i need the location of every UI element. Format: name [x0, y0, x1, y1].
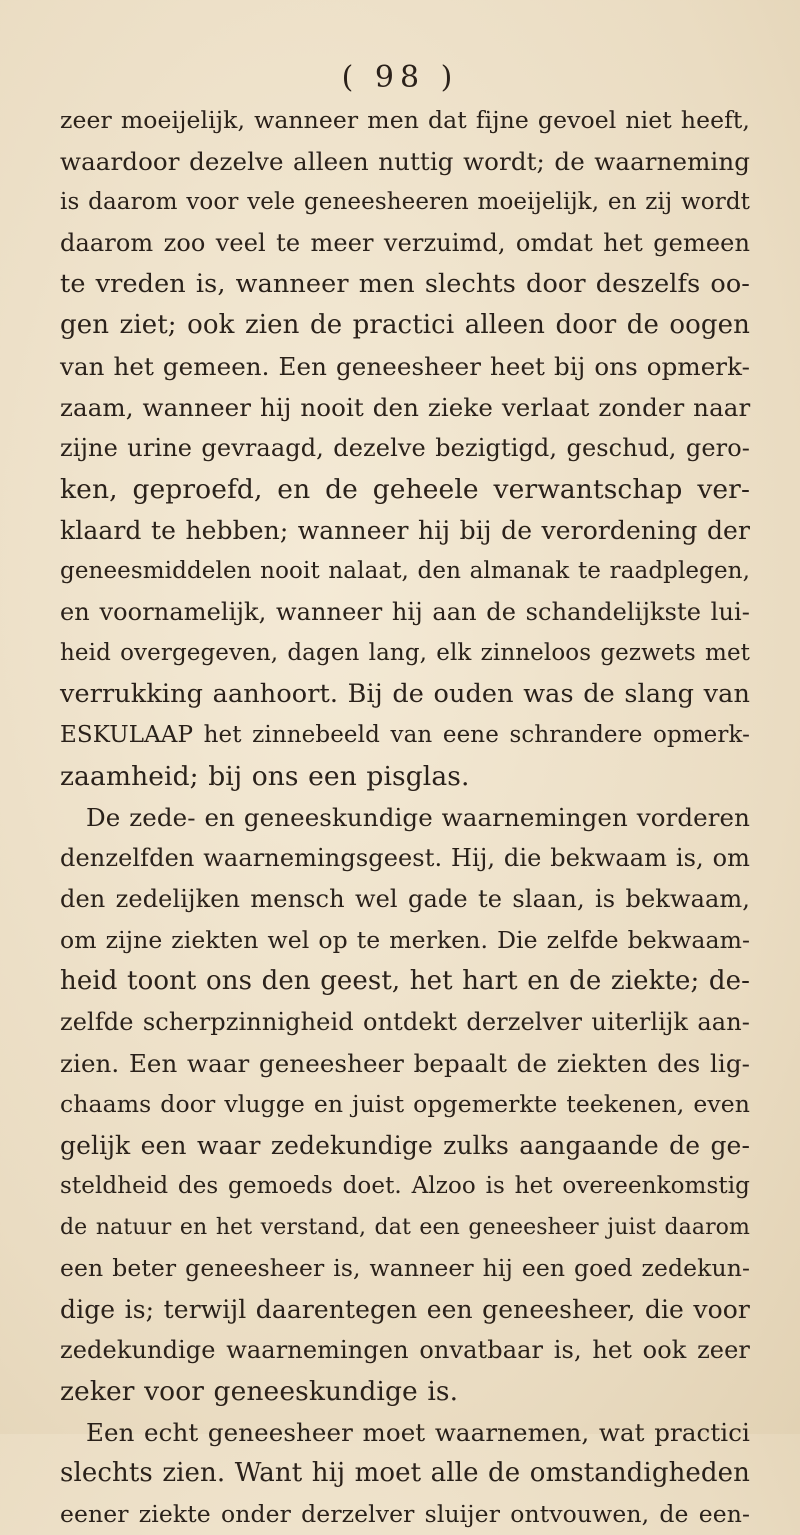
text-line: zien. Een waar geneesheer bepaalt de ziekten des lig- — [60, 1049, 750, 1078]
text-line: den zedelijken mensch wel gade te slaan, is bekwaam, — [60, 885, 750, 913]
text-line: steldheid des gemoeds doet. Alzoo is het overeenkomstig — [60, 1173, 750, 1199]
text-line: zeer moeijelijk, wanneer men dat fijne gevoel niet heeft, — [60, 106, 750, 134]
text-line: slechts zien. Want hij moet alle de omstandigheden — [60, 1458, 750, 1488]
text-line: is daarom voor vele geneesheeren moeijelijk, en zij wordt — [60, 189, 750, 215]
text-line: en voornamelijk, wanneer hij aan de schandelijkste lui- — [60, 598, 750, 626]
text-line: heid overgegeven, dagen lang, elk zinneloos gezwets met — [60, 640, 750, 666]
text-line: zijne urine gevraagd, dezelve bezigtigd, geschud, gero- — [60, 434, 750, 462]
text-line: heid toont ons den geest, het hart en de ziekte; de- — [60, 966, 750, 996]
text-line: ESKULAAP het zinnebeeld van eene schrandere opmerk- — [60, 722, 750, 748]
text-line: chaams door vlugge en juist opgemerkte teekenen, even — [60, 1090, 750, 1118]
text-line: te vreden is, wanneer men slechts door deszelfs oo- — [60, 269, 750, 299]
text-line: van het gemeen. Een geneesheer heet bij ons opmerk- — [60, 352, 750, 381]
text-line: zaamheid; bij ons een pisglas. — [60, 761, 470, 792]
text-line: eener ziekte onder derzelver sluijer ontvouwen, de een- — [60, 1500, 750, 1528]
text-line: waardoor dezelve alleen nuttig wordt; de waarneming — [60, 147, 750, 176]
text-line: een beter geneesheer is, wanneer hij een goed zedekun- — [60, 1254, 750, 1282]
text-line: de natuur en het verstand, dat een geneesheer juist daarom — [60, 1215, 750, 1240]
body-text — [60, 100, 750, 1535]
page-number: ( 98 ) — [341, 60, 459, 95]
text-line: geneesmiddelen nooit nalaat, den almanak te raadplegen, — [60, 558, 750, 584]
text-line: zedekundige waarnemingen onvatbaar is, het ook zeer — [60, 1336, 750, 1364]
text-line: daarom zoo veel te meer verzuimd, omdat het gemeen — [60, 229, 750, 257]
text-line: zaam, wanneer hij nooit den zieke verlaat zonder naar — [60, 393, 751, 422]
text-line: gelijk een waar zedekundige zulks aangaande de ge- — [60, 1131, 750, 1160]
text-line: klaard te hebben; wanneer hij bij de verordening der — [60, 516, 750, 545]
text-line: denzelfden waarnemingsgeest. Hij, die bekwaam is, om — [60, 844, 750, 872]
text-line: zelfde scherpzinnigheid ontdekt derzelver uiterlijk aan- — [60, 1008, 750, 1036]
text-line: De zede- en geneeskundige waarnemingen vorderen — [86, 803, 751, 832]
text-line: gen ziet; ook zien de practici alleen door de oogen — [60, 310, 750, 340]
text-line: Een echt geneesheer moet waarnemen, wat practici — [86, 1418, 750, 1447]
text-line: ken, geproefd, en de geheele verwantschap ver- — [60, 474, 750, 505]
text-line: zeker voor geneeskundige is. — [60, 1376, 459, 1407]
text-line: om zijne ziekten wel op te merken. Die zelfde bekwaam- — [60, 926, 750, 954]
text-line: dige is; terwijl daarentegen een geneesheer, die voor — [60, 1295, 750, 1324]
text-line: verrukking aanhoort. Bij de ouden was de slang van — [60, 679, 750, 709]
